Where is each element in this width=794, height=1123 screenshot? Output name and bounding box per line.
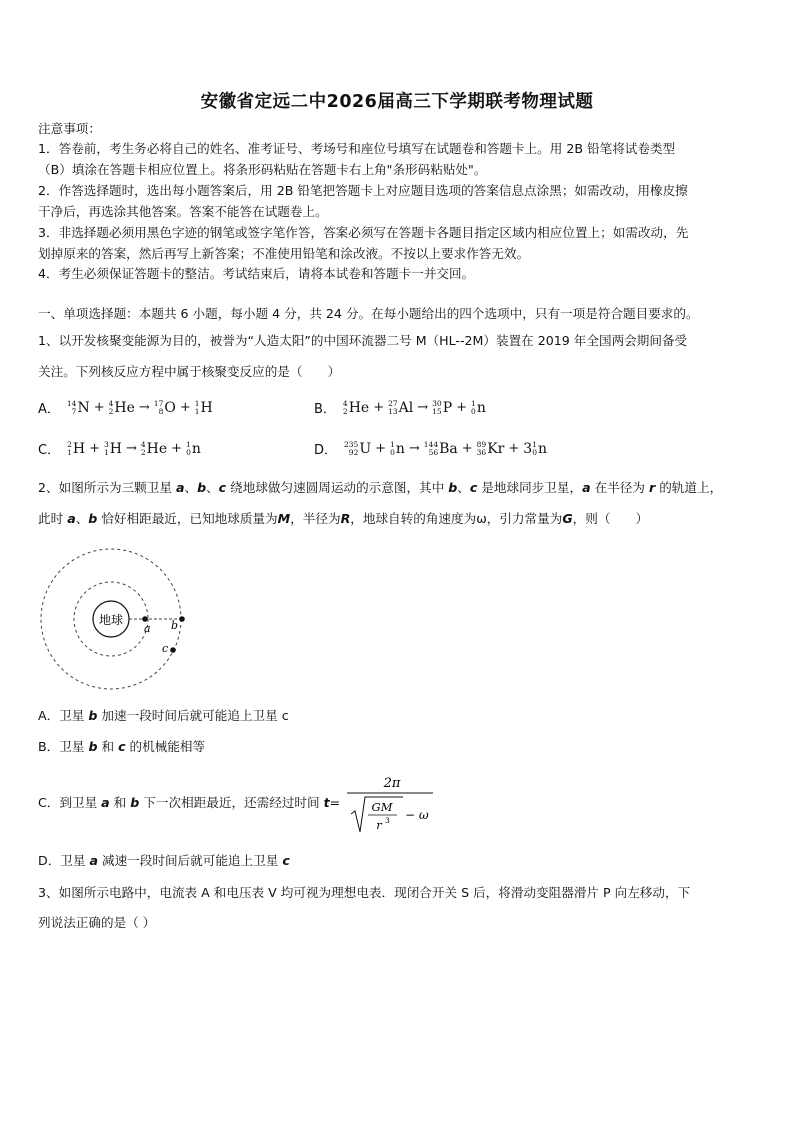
nuclide: 4 2 He <box>140 439 168 457</box>
exam-title: 安徽省定远二中2026届高三下学期联考物理试题 <box>200 92 594 112</box>
nuclide: 1 1 H <box>194 398 213 416</box>
satellite-c-label: c <box>162 642 169 655</box>
satellite-b-label: b <box>171 619 179 632</box>
q1-stem-line-1: 1、以开发核聚变能源为目的，被誉为“人造太阳”的中国环流器二号 M（HL--2M）装置在 2019 年全国两会期间备受 <box>38 333 688 348</box>
equation-operator: → <box>125 441 137 456</box>
nuclide: 1 0 n <box>186 439 201 457</box>
formula-gm: GM <box>371 800 393 814</box>
nuclide: 235 92 U <box>344 439 372 457</box>
equation-operator: + <box>456 400 468 415</box>
equation-operator: + <box>179 400 191 415</box>
satellite-a-label: a <box>144 622 151 635</box>
equation-operator: + <box>89 441 100 456</box>
nuclide: 144 56 Ba <box>423 439 458 457</box>
satellite-c <box>170 647 176 653</box>
nuclide: 14 7 N <box>66 398 90 416</box>
satellite-b <box>179 616 185 622</box>
equation-operator: + <box>373 400 385 415</box>
q2-stem-line-1: 2、如图所示为三颗卫星 a、b、c 绕地球做匀速圆周运动的示意图，其中 b、c 是地球同步卫星，a 在半径为 r 的轨道上， <box>38 480 723 495</box>
formula-r: r <box>376 818 382 832</box>
formula-numerator: 2π <box>383 776 401 791</box>
equation-operator: → <box>408 441 420 456</box>
satellite-a <box>142 616 148 622</box>
q1-option-a[interactable] <box>38 398 214 417</box>
equation-operator: + <box>508 441 520 456</box>
formula-exponent: 3 <box>385 816 390 825</box>
notice-line-4: 干净后，再选涂其他答案。答案不能答在试题卷上。 <box>38 204 328 219</box>
q1-option-a-label: A． <box>38 402 60 417</box>
notice-line-3: 2．作答选择题时，选出每小题答案后，用 2B 铅笔把答题卡上对应题目选项的答案信息点涂黑；如需改动，用橡皮擦 <box>38 183 688 198</box>
q2-stem-line-2: 此时 a、b 恰好相距最近，已知地球质量为M，半径为R，地球自转的角速度为ω，引力常量为G，则（ ） <box>38 511 649 526</box>
notice-line-2: （B）填涂在答题卡相应位置上。将条形码粘贴在答题卡右上角"条形码粘贴处"。 <box>38 162 487 177</box>
notice-line-5: 3．非选择题必须用黑色字迹的钢笔或签字笔作答，答案必须写在答题卡各题目指定区域内相应位置上；如需改动，先 <box>38 225 689 240</box>
nuclide: 2 1 H <box>67 439 86 457</box>
nuclide: 4 2 He <box>342 398 370 416</box>
earth-label: 地球 <box>98 613 124 627</box>
q1-option-c[interactable] <box>38 439 202 458</box>
q3-stem-line-1: 3、如图所示电路中，电流表 A 和电压表 V 均可视为理想电表．现闭合开关 S 后，将滑动变阻器滑片 P 向左移动，下 <box>38 885 691 900</box>
q2-option-a[interactable]: A．卫星 b 加速一段时间后就可能追上卫星 c <box>38 708 289 723</box>
equation-operator: → <box>417 400 429 415</box>
q1-option-a-equation <box>66 400 214 416</box>
notice-heading: 注意事项： <box>38 121 101 136</box>
nuclide: 89 36 Kr <box>476 439 505 457</box>
q3-stem-line-2: 列说法正确的是（ ） <box>38 915 156 930</box>
section-heading: 一、单项选择题：本题共 6 小题，每小题 4 分，共 24 分。在每小题给出的四个选项中，只有一项是符合题目要求的。 <box>38 306 699 321</box>
equation-operator: + <box>375 441 387 456</box>
equation-operator: → <box>138 400 150 415</box>
q1-option-c-label: C． <box>38 443 61 458</box>
q2-option-c[interactable]: C．到卫星 a 和 b 下一次相距最近，还需经过时间 t= <box>38 795 341 810</box>
notice-line-1: 1．答卷前，考生务必将自己的姓名、准考证号、考场号和座位号填写在试题卷和答题卡上。用 2B 铅笔将试卷类型 <box>38 141 676 156</box>
q2-option-d[interactable]: D．卫星 a 减速一段时间后就可能追上卫星 c <box>38 853 290 868</box>
nuclide: 30 15 P <box>432 398 453 416</box>
q1-stem-line-2: 关注。下列核反应方程中属于核聚变反应的是（ ） <box>38 364 341 379</box>
nuclide: 1 0 n <box>471 398 486 416</box>
q2-option-b[interactable]: B．卫星 b 和 c 的机械能相等 <box>38 739 206 754</box>
q1-option-b[interactable] <box>314 398 487 417</box>
equation-operator: + <box>93 400 105 415</box>
notice-line-7: 4．考生必须保证答题卡的整洁。考试结束后，请将本试卷和答题卡一并交回。 <box>38 266 475 281</box>
equation-operator: + <box>461 441 473 456</box>
nuclide: 3 1 H <box>103 439 122 457</box>
satellite-orbit-diagram <box>38 548 208 698</box>
q1-option-c-equation <box>66 441 202 457</box>
nuclide: 4 2 He <box>108 398 135 416</box>
nuclide: 17 8 O <box>153 398 176 416</box>
nuclide: 27 13 Al <box>388 398 414 416</box>
q1-option-d[interactable] <box>314 439 548 458</box>
formula-minus-omega: − ω <box>405 808 429 822</box>
q1-option-d-equation <box>343 441 548 457</box>
nuclide: 1 0 n <box>390 439 405 457</box>
equation-operator: + <box>171 441 183 456</box>
notice-line-6: 划掉原来的答案，然后再写上新答案；不准使用铅笔和涂改液。不按以上要求作答无效。 <box>38 246 530 261</box>
q1-option-d-label: D． <box>314 443 338 458</box>
q1-option-b-equation <box>342 400 487 416</box>
q1-option-b-label: B． <box>314 402 336 417</box>
q2-option-c-formula <box>345 774 435 836</box>
nuclide: 3 1 0 n <box>523 439 547 457</box>
